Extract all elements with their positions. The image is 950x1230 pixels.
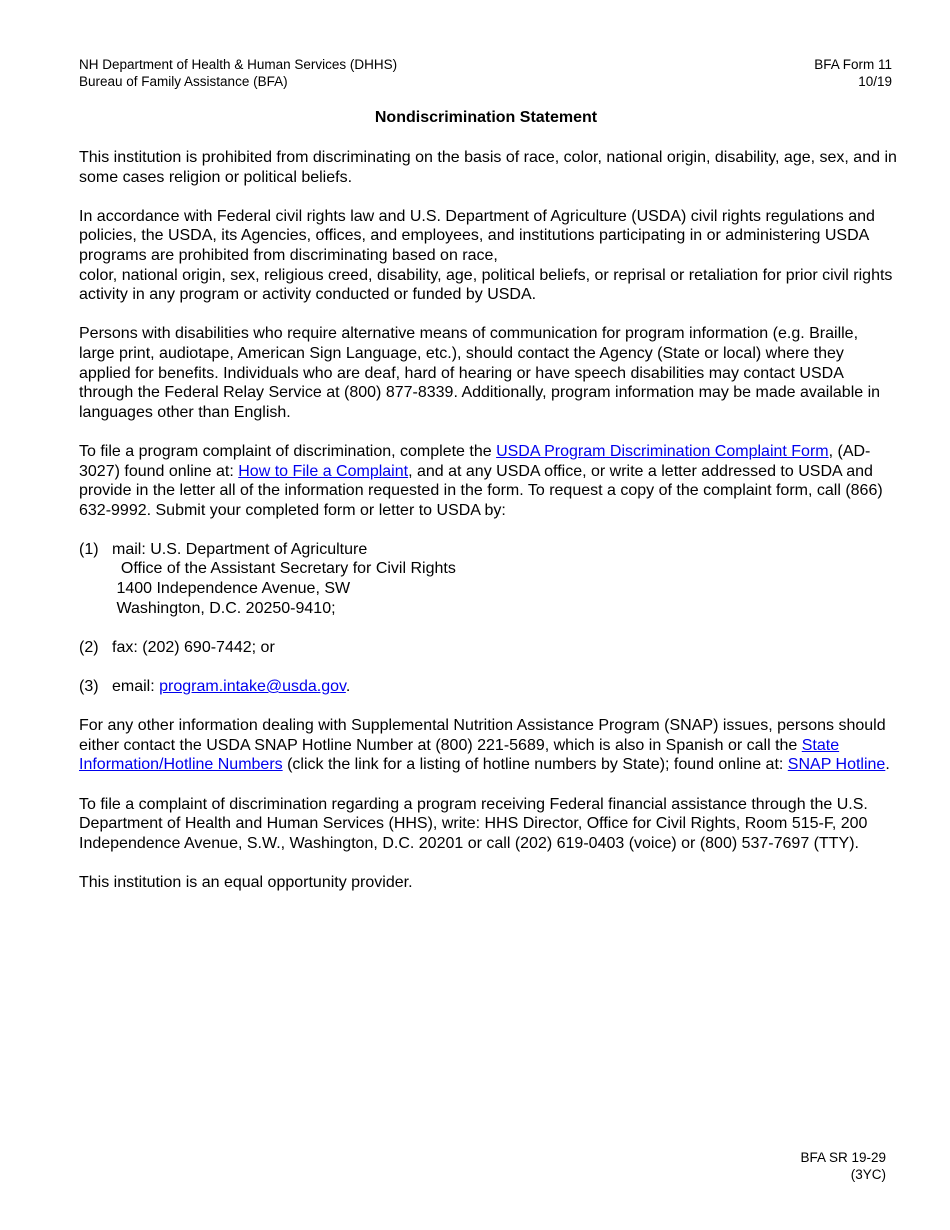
paragraph-federal-law-line2: color, national origin, sex, religious creed, disability, age, political beliefs, or reprisal or retaliation for prior civil rights activity in any program or activity conducted or funded by USDA. [79, 266, 893, 304]
paragraph-snap [79, 716, 897, 775]
snap-hotline-link[interactable]: SNAP Hotline [787, 756, 886, 774]
header-department: NH Department of Health & Human Services (DHHS) [79, 57, 398, 72]
footer-code: BFA SR 19-29 [800, 1150, 886, 1165]
statement-body [79, 148, 897, 912]
paragraph-equal-opportunity: This institution is an equal opportunity provider. [79, 873, 413, 891]
form-number: BFA Form 11 [814, 57, 892, 72]
mail-address [112, 540, 456, 618]
address-line: Washington, D.C. 20250-9410; [112, 599, 336, 617]
fax-text: fax: (202) 690-7442; or [112, 638, 275, 656]
header-agency [79, 56, 397, 90]
email-link[interactable]: program.intake@usda.gov [159, 678, 346, 696]
list-item-email [79, 677, 897, 697]
page-title: Nondiscrimination Statement [374, 109, 598, 126]
paragraph-prohibition: This institution is prohibited from discriminating on the basis of race, color, national origin, disability, age, sex, and in some cases religion or political beliefs. [79, 149, 897, 186]
complaint-form-link[interactable]: USDA Program Discrimination Complaint Form [496, 442, 829, 460]
list-item-mail [79, 540, 897, 618]
form-date: 10/19 [858, 74, 892, 89]
list-number: (1) [79, 540, 99, 558]
address-line: 1400 Independence Avenue, SW [112, 580, 351, 598]
header-bureau: Bureau of Family Assistance (BFA) [79, 74, 288, 89]
footer-form-code [800, 1149, 886, 1183]
list-number: (3) [79, 678, 99, 696]
email-label: email: [112, 678, 160, 696]
email-period: . [345, 678, 351, 696]
snap-text-pre: For any other information dealing with Supplemental Nutrition Assistance Program (SNAP) issues, persons should either contact the USDA SNAP Hotline Number at (800) 221-5689, which is also in Spanish or call the [79, 717, 886, 754]
paragraph-disabilities: Persons with disabilities who require alternative means of communication for program information (e.g. Braille, large print, audiotape, American Sign Language, etc.), should contact the Agency (State or local) where they applied for benefits. Individuals who are deaf, hard of hearing or have speech disabilities may contact USDA through the Federal Relay Service at (800) 877-8339. Additionally, program information may be made available in languages other than English. [79, 325, 881, 421]
address-line: Office of the Assistant Secretary for Civil Rights [112, 560, 456, 578]
complaint-text-mid: , (AD-3027) found online at: [79, 442, 871, 480]
list-item-fax [79, 638, 897, 658]
footer-suffix: (3YC) [850, 1167, 886, 1182]
email-line [112, 677, 350, 697]
complaint-text-pre: To file a program complaint of discrimination, complete the [79, 442, 497, 460]
address-line: mail: U.S. Department of Agriculture [112, 540, 368, 558]
paragraph-federal-law [79, 207, 897, 305]
how-to-file-link[interactable]: How to File a Complaint [238, 462, 409, 480]
state-hotline-link[interactable]: State Information/Hotline Numbers [79, 736, 840, 774]
header-form-info [814, 56, 892, 90]
paragraph-hhs: To file a complaint of discrimination regarding a program receiving Federal financial assistance through the U.S. Department of Health and Human Services (HHS), write: HHS Director, Office for Civil Rights, Room 515-F, 200 Independence Avenue, S.W., Washington, D.C. 20201 or call (202) 619-0403 (voice) or (800) 537-7697 (TTY). [79, 795, 868, 852]
paragraph-file-complaint [79, 442, 897, 520]
snap-text-mid: (click the link for a listing of hotline numbers by State); found online at: [282, 756, 788, 774]
paragraph-federal-law-line1: In accordance with Federal civil rights law and U.S. Department of Agriculture (USDA) civil rights regulations and policies, the USDA, its Agencies, offices, and employees, and institutions participating in or administering USDA programs are prohibited from discriminating based on race, [79, 207, 875, 264]
snap-text-post: . [885, 756, 890, 774]
list-number: (2) [79, 638, 99, 656]
complaint-text-post: , and at any USDA office, or write a letter addressed to USDA and provide in the letter all of the information requested in the form. To request a copy of the complaint form, call (866) 632-9992. Submit your completed form or letter to USDA by: [79, 462, 883, 519]
